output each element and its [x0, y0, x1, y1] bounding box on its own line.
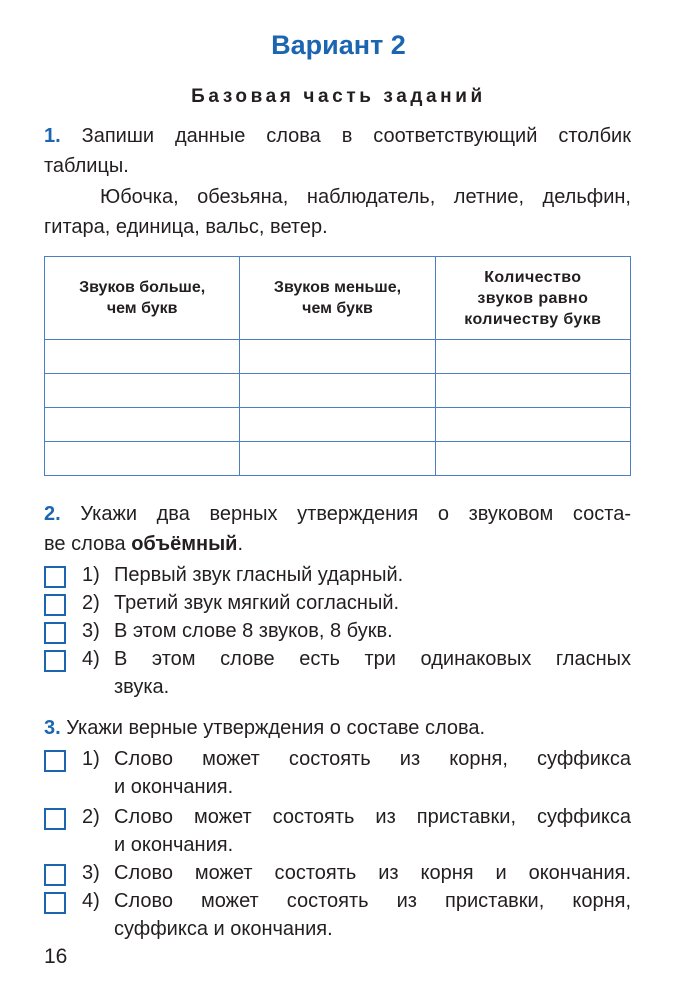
answer-checkbox[interactable] [44, 750, 66, 772]
task3-instruction-text: Укажи верные утверждения о составе слова. [66, 717, 486, 739]
table-cell[interactable] [240, 442, 435, 476]
task1-number: 1. [44, 125, 61, 147]
table-row [45, 408, 631, 442]
task2-instruction-text: Укажи два верных утверждения о звуковом соста- [80, 503, 631, 525]
table-header-fewer-sounds: Звуков меньше, чем букв [240, 257, 435, 340]
task3-instruction [44, 713, 485, 743]
table-cell[interactable] [435, 408, 630, 442]
task2-number: 2. [44, 503, 61, 525]
table-cell[interactable] [240, 374, 435, 408]
answer-checkbox[interactable] [44, 566, 66, 588]
task3-number: 3. [44, 717, 61, 739]
table-header-equal-sounds: Количество звуков равно количеству букв [435, 257, 630, 340]
task2-instruction-line1 [44, 499, 631, 529]
table-row [45, 442, 631, 476]
table-header-row [45, 257, 631, 340]
answer-checkbox[interactable] [44, 650, 66, 672]
task2-target-word: объёмный [131, 533, 238, 555]
table-cell[interactable] [45, 374, 240, 408]
table-cell[interactable] [45, 408, 240, 442]
table-header-more-sounds: Звуков больше, чем букв [45, 257, 240, 340]
table-cell[interactable] [435, 340, 630, 374]
table-cell[interactable] [240, 408, 435, 442]
task1-instruction-line2: таблицы. [44, 155, 129, 177]
table-cell[interactable] [45, 340, 240, 374]
task1-instruction-text: Запиши данные слова в соответствующий столбик [81, 125, 631, 147]
table-row [45, 374, 631, 408]
answer-checkbox[interactable] [44, 864, 66, 886]
page-title: Вариант 2 [271, 30, 406, 60]
sorting-table [44, 256, 631, 476]
task2-instruction-line2: ве слова объёмный. [44, 533, 244, 555]
table-row [45, 340, 631, 374]
page-number: 16 [44, 945, 68, 968]
task1-instruction-line1 [44, 121, 631, 151]
table-cell[interactable] [435, 442, 630, 476]
answer-checkbox[interactable] [44, 622, 66, 644]
table-cell[interactable] [435, 374, 630, 408]
answer-checkbox[interactable] [44, 892, 66, 914]
task1-words-line1: Юбочка, обезьяна, наблюдатель, летние, дельфин, [100, 186, 631, 208]
task1-words-line2: гитара, единица, вальс, ветер. [44, 216, 328, 238]
section-subtitle: Базовая часть заданий [191, 86, 486, 107]
answer-checkbox[interactable] [44, 808, 66, 830]
table-cell[interactable] [45, 442, 240, 476]
answer-checkbox[interactable] [44, 594, 66, 616]
table-cell[interactable] [240, 340, 435, 374]
